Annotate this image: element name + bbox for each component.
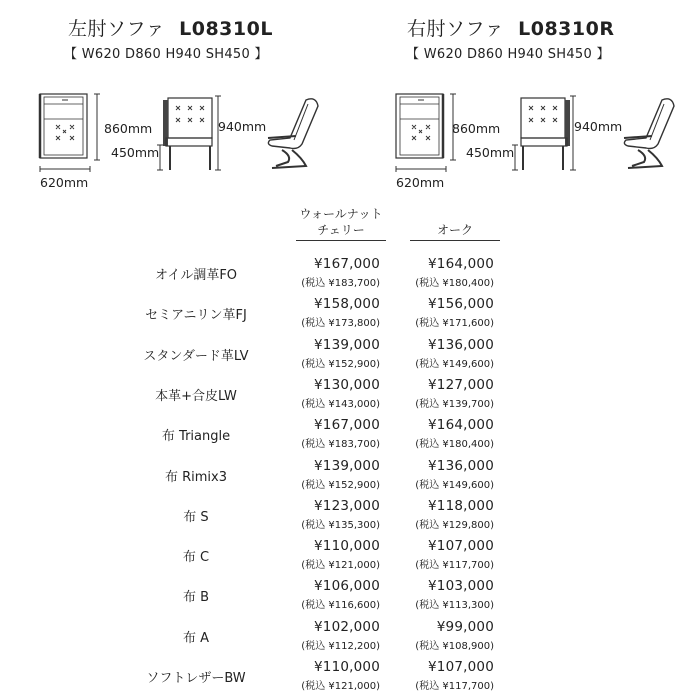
tax-included-walnut-cherry: (税込 ¥173,800) [301, 318, 380, 330]
price-oak: ¥164,000 [427, 417, 494, 434]
tax-included-walnut-cherry: (税込 ¥121,000) [301, 560, 380, 572]
price-walnut-cherry: ¥102,000 [313, 618, 380, 635]
price-oak: ¥103,000 [427, 578, 494, 595]
product-name: 左肘ソファ [68, 18, 166, 40]
seat-height-dimension-line-icon [157, 145, 163, 170]
width-dimension-line-icon [396, 166, 446, 172]
seat-height-dimension-line-icon [512, 145, 518, 170]
price-walnut-cherry: ¥130,000 [313, 376, 380, 393]
price-walnut-cherry: ¥158,000 [313, 296, 380, 313]
product-code: L08310R [518, 18, 615, 40]
product-code: L08310L [179, 18, 273, 40]
tax-included-walnut-cherry: (税込 ¥116,600) [301, 600, 380, 612]
depth-label: 860mm [104, 121, 153, 136]
column-header-label: オーク [436, 223, 473, 237]
tax-included-oak: (税込 ¥117,700) [415, 681, 494, 692]
tax-included-walnut-cherry: (税込 ¥143,000) [301, 398, 380, 410]
tax-included-oak: (税込 ¥117,700) [415, 560, 494, 572]
tax-included-oak: (税込 ¥139,700) [415, 398, 494, 410]
width-label: 620mm [40, 175, 89, 190]
price-oak: ¥136,000 [427, 336, 494, 353]
material-label: 布 Rimix3 [164, 469, 228, 485]
column-header-oak [410, 222, 500, 238]
column-header-underline [410, 240, 500, 241]
price-oak: ¥164,000 [427, 256, 494, 272]
tax-included-walnut-cherry: (税込 ¥152,900) [301, 358, 380, 370]
depth-label: 860mm [452, 121, 501, 136]
tax-included-walnut-cherry: (税込 ¥152,900) [301, 479, 380, 491]
price-walnut-cherry: ¥106,000 [313, 578, 380, 595]
material-label: 布 Triangle [161, 429, 231, 445]
tax-included-walnut-cherry: (税込 ¥183,700) [301, 439, 380, 451]
price-oak: ¥136,000 [427, 457, 494, 474]
price-oak: ¥107,000 [427, 538, 494, 555]
tax-included-oak: (税込 ¥113,300) [415, 600, 494, 612]
tax-included-oak: (税込 ¥149,600) [415, 479, 494, 491]
sofa-front-view-icon [517, 96, 575, 172]
price-oak: ¥107,000 [427, 659, 494, 675]
seat-height-label: 450mm [466, 145, 515, 160]
material-label: オイル調革FO [154, 268, 238, 283]
tax-included-walnut-cherry: (税込 ¥135,300) [301, 519, 380, 531]
depth-dimension-line-icon [94, 94, 100, 160]
price-walnut-cherry: ¥167,000 [313, 256, 380, 272]
chair-side-view-icon [262, 96, 324, 172]
height-label: 940mm [218, 119, 267, 134]
height-label: 940mm [574, 119, 623, 134]
material-label: ソフトレザーBW [146, 671, 246, 686]
price-walnut-cherry: ¥139,000 [313, 336, 380, 353]
width-label: 620mm [396, 175, 445, 190]
price-oak: ¥156,000 [427, 296, 494, 313]
tax-included-oak: (税込 ¥108,900) [415, 640, 494, 652]
seat-height-label: 450mm [111, 145, 160, 160]
sofa-top-view-icon [393, 92, 448, 162]
material-label: 布 C [182, 550, 210, 566]
sofa-top-view-icon [37, 92, 92, 162]
price-walnut-cherry: ¥123,000 [313, 497, 380, 514]
material-label: 布 B [182, 590, 210, 606]
product-title-right [407, 14, 614, 41]
column-header-underline [296, 240, 386, 241]
column-header-line2: チェリー [317, 223, 365, 237]
column-header-walnut-cherry [296, 206, 386, 238]
width-dimension-line-icon [40, 166, 90, 172]
price-walnut-cherry: ¥167,000 [313, 417, 380, 434]
price-walnut-cherry: ¥110,000 [313, 538, 380, 555]
tax-included-oak: (税込 ¥149,600) [415, 358, 494, 370]
price-oak: ¥118,000 [427, 497, 494, 514]
price-oak: ¥127,000 [427, 376, 494, 393]
column-header-line1: ウォールナット [299, 207, 383, 221]
tax-included-oak: (税込 ¥180,400) [415, 439, 494, 451]
product-spec-left: 【 W620 D860 H940 SH450 】 [64, 47, 268, 62]
material-label: 布 A [182, 630, 210, 646]
material-label: 本革+合皮LW [155, 388, 237, 404]
tax-included-walnut-cherry: (税込 ¥183,700) [301, 278, 380, 289]
material-label: セミアニリン革FJ [145, 308, 247, 324]
tax-included-walnut-cherry: (税込 ¥121,000) [301, 681, 380, 692]
chair-side-view-icon [618, 96, 680, 172]
sofa-front-view-icon [158, 96, 216, 172]
tax-included-oak: (税込 ¥171,600) [415, 318, 494, 330]
material-label: 布 S [183, 509, 209, 525]
price-walnut-cherry: ¥110,000 [313, 659, 380, 675]
tax-included-oak: (税込 ¥180,400) [415, 278, 494, 289]
tax-included-oak: (税込 ¥129,800) [415, 519, 494, 531]
product-title-left [68, 14, 273, 41]
tax-included-walnut-cherry: (税込 ¥112,200) [301, 640, 380, 652]
price-walnut-cherry: ¥139,000 [313, 457, 380, 474]
product-name: 右肘ソファ [407, 18, 505, 40]
material-label: スタンダード革LV [143, 348, 249, 364]
price-oak: ¥99,000 [436, 618, 494, 635]
product-spec-right: 【 W620 D860 H940 SH450 】 [406, 47, 610, 62]
